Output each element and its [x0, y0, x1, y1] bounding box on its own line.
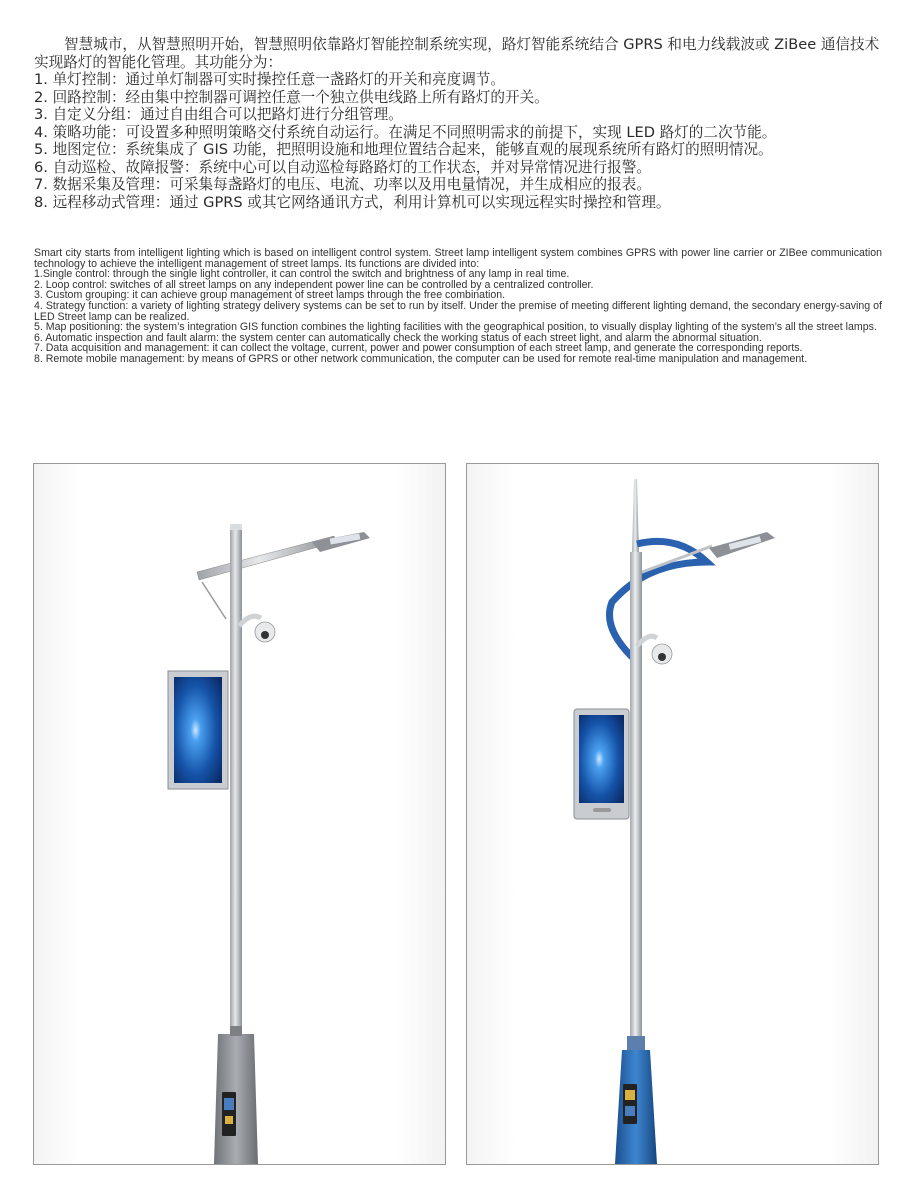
english-item-4: 4. Strategy function: a variety of lighting strategy delivery systems can be set to run by itself. Under the premise of meeting different lighting demand, the secondary energy-saving of LED Street lamp can be realized.: [34, 299, 882, 323]
chinese-item-5: 5. 地图定位：系统集成了 GIS 功能，把照明设施和地理位置结合起来，能够直观的展现系统所有路灯的照明情况。: [34, 141, 773, 158]
chinese-text-block: [34, 36, 884, 211]
chinese-item-2: 2. 回路控制：经由集中控制器可调控任意一个独立供电线路上所有路灯的开关。: [34, 88, 549, 106]
english-item-1: 1.Single control: through the single light controller, it can control the switch and brightness of any lamp in real time.: [34, 268, 570, 281]
english-intro: Smart city starts from intelligent lighting which is based on intelligent control system. Street lamp intelligent system combines GPRS with power line carrier or ZIBee communication technology to achieve the intelligent management of street lamps. Its functions are divided into:: [34, 247, 882, 270]
chinese-item-7: 7. 数据采集及管理：可采集每盏路灯的电压、电流、功率以及用电量情况，并生成相应的报表。: [34, 176, 651, 193]
chinese-item-6: 6. 自动巡检、故障报警：系统中心可以自动巡检每路路灯的工作状态，并对异常情况进行报警。: [34, 158, 651, 176]
smart-pole-blue-icon: [467, 464, 878, 1164]
chinese-intro: 智慧城市，从智慧照明开始，智慧照明依靠路灯智能控制系统实现，路灯智能系统结合 GPRS 和电力线载波或 ZiBee 通信技术实现路灯的智能化管理。其功能分为：: [34, 36, 880, 71]
chinese-item-4: 4. 策略功能：可设置多种照明策略交付系统自动运行。在满足不同照明需求的前提下，实现 LED 路灯的二次节能。: [34, 123, 777, 141]
english-text-block: [34, 248, 882, 365]
english-item-7: 7. Data acquisition and management: it can collect the voltage, current, power and power consumption of each street lamp, and generate the corresponding reports.: [34, 342, 803, 355]
chinese-item-8: 8. 远程移动式管理：通过 GPRS 或其它网络通讯方式，利用计算机可以实现远程实时操控和管理。: [34, 193, 671, 211]
smart-pole-gray-image: [33, 463, 446, 1165]
english-item-8: 8. Remote mobile management: by means of GPRS or other network communication, the computer can be used for remote real-time manipulation and management.: [34, 352, 808, 365]
english-item-3: 3. Custom grouping: it can achieve group management of street lamps through the free combination.: [34, 289, 506, 302]
chinese-item-3: 3. 自定义分组：通过自由组合可以把路灯进行分组管理。: [34, 106, 403, 123]
english-item-5: 5. Map positioning: the system’s integration GIS function combines the lighting facilities with the geographical position, to visually display lighting of the system’s all the street lamps.: [34, 321, 877, 334]
smart-pole-blue-image: [466, 463, 879, 1165]
chinese-item-1: 1. 单灯控制：通过单灯制器可实时操控任意一盏路灯的开关和亮度调节。: [34, 71, 505, 88]
english-item-2: 2. Loop control: switches of all street lamps on any independent power line can be controlled by a centralized controller.: [34, 278, 594, 291]
english-item-6: 6. Automatic inspection and fault alarm: the system center can automatically check the working status of each street light, and alarm the abnormal situation.: [34, 331, 762, 344]
smart-pole-gray-icon: [34, 464, 445, 1164]
